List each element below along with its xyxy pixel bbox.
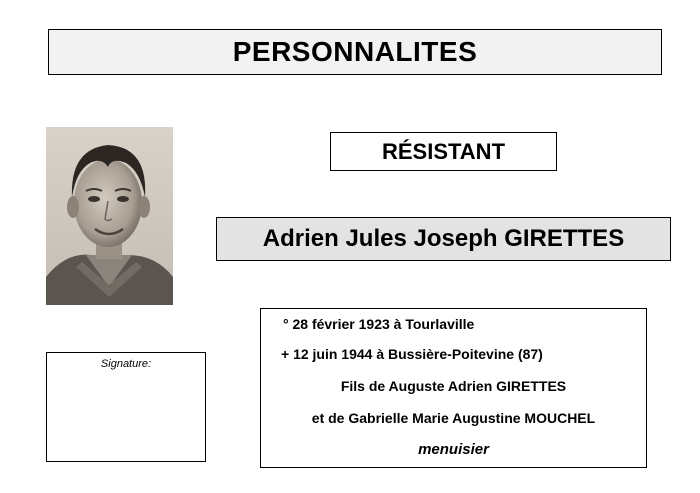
birth-info: ° 28 février 1923 à Tourlaville <box>283 316 475 332</box>
role-label: RÉSISTANT <box>381 138 506 164</box>
signature-box <box>46 352 206 462</box>
occupation: menuisier <box>418 441 489 458</box>
father-info: Fils de Auguste Adrien GIRETTES <box>340 378 567 394</box>
page-title: PERSONNALITES <box>232 36 478 67</box>
role-box <box>330 132 557 171</box>
page-title-box <box>48 29 662 75</box>
death-info: + 12 juin 1944 à Bussière-Poitevine (87) <box>281 346 543 362</box>
mother-info: et de Gabrielle Marie Augustine MOUCHEL <box>311 410 596 426</box>
name-box <box>216 217 671 261</box>
details-box <box>260 308 647 468</box>
portrait-photo <box>46 127 173 305</box>
signature-label: Signature: <box>100 358 152 370</box>
person-name: Adrien Jules Joseph GIRETTES <box>262 225 625 252</box>
